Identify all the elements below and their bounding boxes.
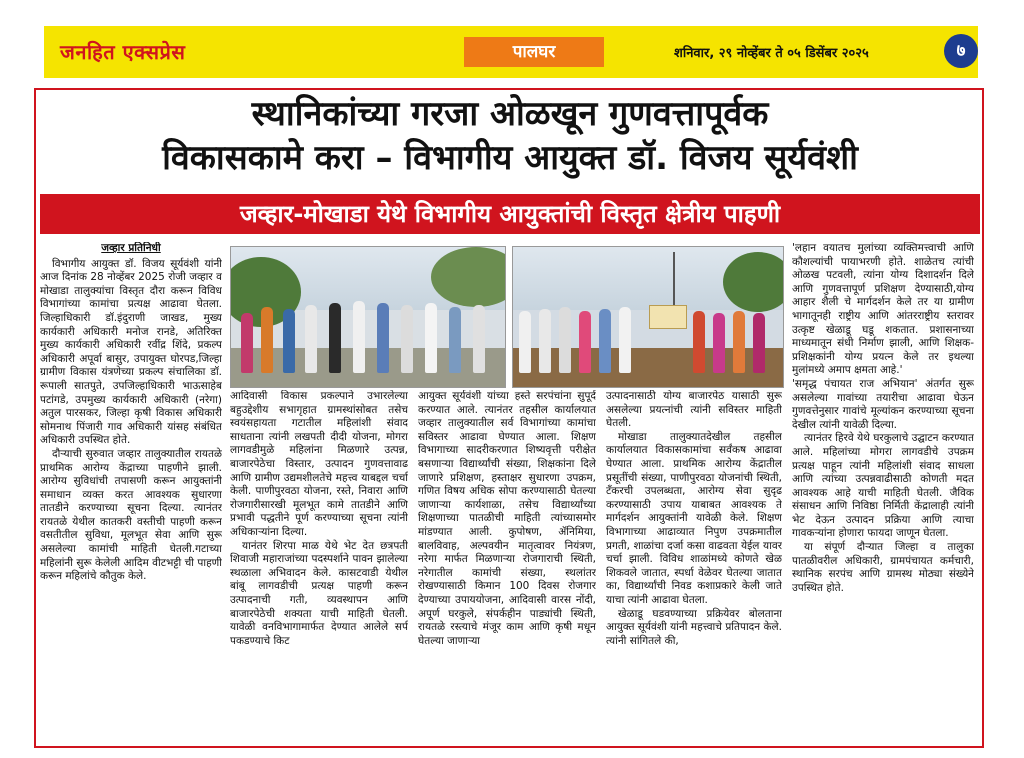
person-figure [425,303,437,373]
person-figure [713,313,725,373]
person-figure [377,303,389,373]
section-label: पालघर [464,37,604,67]
person-figure [599,309,611,373]
article-column-5 [792,242,974,742]
page-number-badge: ७ [944,34,978,68]
article-column-1 [40,242,222,742]
person-figure [353,301,365,373]
person-figure [305,305,317,373]
headline-line-2: विकासकामे करा – विभागीय आयुक्त डॉ. विजय सूर्यवंशी [162,138,858,178]
person-figure [559,307,571,373]
paragraph: या संपूर्ण दौऱ्यात जिल्हा व तालुका पातळीवरील अधिकारी, ग्रामपंचायत कर्मचारी, स्थानिक सरपंच आणि ग्रामस्थ मोठ्या संख्येने उपस्थित होते. [792,541,974,594]
article-column-3 [418,390,596,742]
person-figure [733,311,745,373]
person-figure [261,307,273,373]
masthead [44,26,978,78]
issue-date: शनिवार, २९ नोव्हेंबर ते ०५ डिसेंबर २०२५ [674,46,869,61]
paragraph: यानंतर शिरपा माळ येथे भेट देत छत्रपती शिवाजी महाराजांच्या पदस्पर्शाने पावन झालेल्या स्थळाला अभिवादन केले. कासटवाडी येथील बांबू लागवडीची प्रत्यक्ष पाहणी करून उत्पादनाची गती, व्यवस्थापन आणि बाजारपेठेची शक्यता याची माहिती घेतली. यावेळी वनविभागामार्फत देण्यात आलेले सर्प पकडण्याचे किट [230,539,408,647]
person-figure [241,313,253,373]
byline: जव्हार प्रतिनिधी [101,242,161,254]
paragraph: उत्पादनासाठी योग्य बाजारपेठ यासाठी सुरू असलेल्या प्रयत्नांची त्यांनी सविस्तर माहिती घेतली. [606,390,782,430]
person-figure [449,307,461,373]
headline [40,92,980,180]
paragraph: दौऱ्याची सुरुवात जव्हार तालुक्यातील रायतळे प्राथमिक आरोग्य केंद्राच्या पाहणीने झाली. आरोग्य सुविधांची तपासणी करून आयुक्तांनी समाधान व्यक्त करत आवश्यक सुधारणा तातडीने करण्याच्या सूचना दिल्या. त्यानंतर रायतळे येथील कातकरी वस्तीची पाहणी करून वसतीतील सुविधा, मूलभूत सेवा आणि सुरू असलेल्या कामांची माहिती घेतली.गटाच्या महिलांनी सुरू केलेली आदिम वीटभट्टी ची पाहणी करून महिलांचे कौतुक केले. [40,447,222,583]
paragraph: त्यानंतर हिरवे येथे घरकुलाचे उद्घाटन करण्यात आले. महिलांच्या मोगरा लागवडीचे उपक्रम प्रत्यक्ष पाहून त्यांनी महिलांशी संवाद साधला आणि त्यांच्या उत्पन्नवाढीसाठी कोणती मदत आवश्यक आहे याची माहिती घेतली. जैविक संसाधन आणि निविष्ठा निर्मिती केंद्रालाही त्यांनी भेट देऊन उत्पादन प्रक्रिया आणि त्याचा गावकऱ्यांना होणारा फायदा जाणून घेतला. [792,432,974,540]
person-figure [283,309,295,373]
paragraph: 'लहान वयातच मुलांच्या व्यक्तिमत्त्वाची आणि कौशल्यांची पायाभरणी होते. शाळेतच त्यांची ओळख पटवली, त्यांना योग्य दिशादर्शन दिले आणि गुणवत्तापूर्ण प्रशिक्षण देण्यासाठी,योग्य आहार शैली चे मार्गदर्शन केले तर या ग्रामीण भागातूनही राष्ट्रीय आणि आंतरराष्ट्रीय स्तरावर उत्कृष्ट खेळाडू घडू शकतात. प्रशासनाच्या माध्यमातून संधी निर्माण झाली, आणि शिक्षक-प्रशिक्षकांनी योग्य प्रयत्न केले तर इथल्या मुलांमध्ये अमाप क्षमता आहे.' [792,242,974,377]
photo-ceremony-group [512,246,784,388]
tree-shape [723,252,784,312]
person-figure [753,313,765,373]
event-banner [649,305,687,329]
subheadline-bar: जव्हार-मोखाडा येथे विभागीय आयुक्तांची विस्तृत क्षेत्रीय पाहणी [40,194,980,234]
article-column-4 [606,390,782,742]
paragraph: विभागीय आयुक्त डॉ. विजय सूर्यवंशी यांनी आज दिनांक 28 नोव्हेंबर 2025 रोजी जव्हार व मोखाडा तालुक्यांचा विस्तृत दौरा करून विविध विभागांच्या कामांचा प्रत्यक्ष आढावा घेतला. जिल्हाधिकारी डॉ.इंदुराणी जाखड, मुख्य कार्यकारी अधिकारी मनोज रानडे, अतिरिक्त मुख्य कार्यकारी अधिकारी रवींद्र शिंदे, प्रकल्प अधिकारी अपूर्वा बासुर, उपायुक्त घोरपड,जिल्हा ग्रामीण विकास यंत्रणेच्या प्रकल्प संचालिका डॉ. रूपाली सातपुते, उपजिल्हाधिकारी भाऊसाहेब पटांगडे, उपमुख्य कार्यकारी अधिकारी (नरेगा) अतुल पारसकर, जिल्हा कृषी विकास अधिकारी सोमनाथ पिंजारी गाव अधिकारी यांसह संबंधित अधिकारी उपस्थित होते. [40,257,222,447]
newspaper-name: जनहित एक्सप्रेस [60,40,186,64]
photo-officials-inspection [230,246,506,388]
article-column-2 [230,390,408,742]
paragraph: खेळाडू घडवण्याच्या प्रक्रियेवर बोलताना आयुक्त सूर्यवंशी यांनी महत्त्वाचे प्रतिपादन केले. त्यांनी सांगितले की, [606,607,782,647]
person-figure [519,311,531,373]
person-figure [693,311,705,373]
person-figure [401,305,413,373]
headline-line-1: स्थानिकांच्या गरजा ओळखून गुणवत्तापूर्वक [251,94,769,134]
paragraph: मोखाडा तालुक्यातदेखील तहसील कार्यालयात विकासकामांचा सर्वंकष आढावा घेण्यात आला. प्राथमिक आरोग्य केंद्रातील प्रसूतींची संख्या, पाणीपुरवठा योजनांची स्थिती, टँकरची उपलब्धता, आरोग्य सेवा सुदृढ करण्यासाठी उपाय याबाबत आवश्यक ते मार्गदर्शन आयुक्तांनी यावेळी केले. शिक्षण विभागाच्या आढाव्यात निपुण उपक्रमातील प्रगती, शाळांचा दर्जा कसा वाढवता येईल यावर चर्चा झाली. विविध शाळांमध्ये कोणते खेळ शिकवले जातात, स्पर्धा वेळेवर घेतल्या जातात का, विद्यार्थ्यांची निवड कशाप्रकारे केली जाते याचा त्यांनी आढावा घेतला. [606,430,782,606]
paragraph: 'समृद्ध पंचायत राज अभियान' अंतर्गत सुरू असलेल्या गावांच्या तयारीचा आढावा घेऊन गुणवत्तेनुसार गावांचे मूल्यांकन करण्याच्या सूचना देखील त्यांनी यावेळी दिल्या. [792,377,974,431]
person-figure [329,303,341,373]
person-figure [579,311,591,373]
person-figure [539,309,551,373]
person-figure [473,305,485,373]
person-figure [619,307,631,373]
paragraph: आदिवासी विकास प्रकल्पाने उभारलेल्या बहुउद्देशीय सभागृहात ग्रामस्थांसोबत तसेच स्वयंसहायता गटातील महिलांशी संवाद साधताना त्यांनी लखपती दीदी योजना, मोगरा लागवडीमुळे महिलांना मिळणारे उत्पन्न, बाजारपेठेचा विस्तार, उत्पादन गुणवत्तावाढ आणि ग्रामीण उद्यमशीलतेचे महत्त्व याबद्दल चर्चा केली. पाणीपुरवठा योजना, रस्ते, निवारा आणि रोजगारीसारखी मूलभूत कामे तातडीने आणि प्रभावी पद्धतीने पूर्ण करण्याच्या सूचना त्यांनी अधिकाऱ्यांना दिल्या. [230,390,408,538]
power-tower [673,252,675,312]
paragraph: आयुक्त सूर्यवंशी यांच्या हस्ते सरपंचांना सुपूर्द करण्यात आले. त्यानंतर तहसील कार्यालयात जव्हार तालुक्यातील सर्व विभागांच्या कामांचा सविस्तर आढावा घेण्यात आला. शिक्षण विभागाच्या सादरीकरणात शिष्यवृत्ती परीक्षेत बसणाऱ्या विद्यार्थ्यांची संख्या, शिक्षकांना दिले जाणारे प्रशिक्षण, हस्ताक्षर सुधारणा उपक्रम, गणित विषय अधिक सोपा करण्यासाठी घेतल्या जाणाऱ्या कार्यशाळा, तसेच विद्यार्थ्यांच्या शिक्षणाच्या पातळीची माहिती त्यांच्यासमोर मांडण्यात आली. कुपोषण, ॲनिमिया, बालविवाह, अल्पवयीन मातृत्वावर नियंत्रण, नरेगा मार्फत मिळणाऱ्या रोजगाराची स्थिती, नरेगातील कामांची संख्या, स्थलांतर रोखण्यासाठी किमान 100 दिवस रोजगार देण्याच्या उपाययोजना, आदिवासी वारस नोंदी, अपूर्ण घरकुले, संपर्कहीन पाड्यांची स्थिती, रायतळे रस्त्याचे मंजूर काम आणि कृषी मधून घेतल्या जाणाऱ्या [418,390,596,647]
